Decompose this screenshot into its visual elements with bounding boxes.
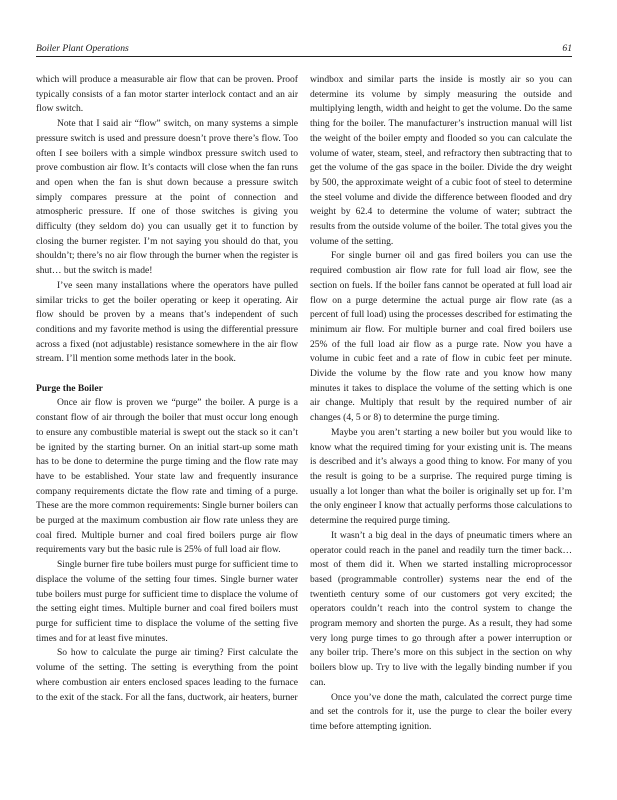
paragraph: Once you’ve done the math, calculated the correct purge time and set the controls for it, use the purge to clear the boiler every time before attempting ignition. — [310, 691, 572, 732]
paragraph: Single burner fire tube boilers must purge for sufficient time to displace the volume of the setting four times. Single burner water tube boilers must purge for sufficient time to displace the volume of the setting eight times. Multiple burner and coal fired boilers must purge for sufficient time to displace the volume of the setting five times and for at least five minutes. — [36, 559, 298, 644]
paragraph: It wasn’t a big deal in the days of pneumatic timers where an operator could reach in the panel and readily turn the timer back… most of them did it. When we started installing microprocessor based (programmable controller) systems near the end of the twentieth century some of our customers got very excited; the operators couldn’t reach into the control system to change the program memory and shorten the purge. As a result, they had some very long purge times to go through after a power interruption or any boiler trip. There’s more on this subject in the section on why boilers blow up. Try to live with the legally binding number if you can. — [310, 529, 572, 688]
paragraph: Note that I said air “flow” switch, on many systems a simple pressure switch is used and pressure doesn’t prove there’s flow. Too often I see boilers with a simple windbox pressure switch used to prove combustion air flow. It’s contacts will close when the fan runs and open when the fan is shut down because a pressure switch simply compares pressure at the point of connection and atmospheric pressure. If one of those switches is giving you difficulty (they seldom do) you can usually get it to function by closing the burner register. I’m not saying you should do that, you shouldn’t; there’s no air flow through the burner when the register is shut… but the switch is made! — [36, 118, 298, 277]
paragraph: Maybe you aren’t starting a new boiler but you would like to know what the required timing for your existing unit is. The means is described and it’s always a good thing to know. For many of you the result is going to be a surprise. The required purge timing is usually a lot longer than what the boiler is originally set up for. I’m the only engineer I know that actually performs those calculations to determine the required purge timing. — [310, 426, 572, 527]
paragraph: I’ve seen many installations where the operators have pulled similar tricks to get the boiler operating or keep it operating. Air flow should be proven by a means that’s independent of such conditions and my favorite method is using the differential pressure across a fixed (not adjustable) resistance somewhere in the air flow stream. I’ll mention some methods later in the book. — [36, 279, 298, 365]
page-number: 61 — [562, 43, 572, 54]
paragraph: Once air flow is proven we “purge” the boiler. A purge is a constant flow of air through the boiler that must occur long enough to ensure any combustible material is swept out the stack so it can’t be ignited by the starting burner. On an initial start-up some math has to be done to determine the purge timing and the flow rate may have to be established. Your state law and frequently insurance company requirements dictate the flow rate and timing of a purge. These are the more common requirements: Single burner boilers can be purged at the maximum combustion air flow rate unless they are coal fired. Multiple burner and coal fired boilers purge air flow requirements vary but the basic rule is 25% of full load air flow. — [36, 397, 298, 556]
running-header — [36, 38, 572, 57]
paragraph: which will produce a measurable air flow that can be proven. Proof typically consists of a fan motor starter interlock contact and an air flow switch. — [36, 74, 298, 115]
running-title: Boiler Plant Operations — [36, 43, 129, 54]
section-heading: Purge the Boiler — [36, 382, 103, 394]
paragraph: windbox and similar parts the inside is mostly air so you can determine its volume by simply measuring the outside and multiplying length, width and height to get the volume. Do the same thing for the boiler. The manufacturer’s instruction manual will list the weight of the boiler empty and flooded so you can calculate the volume of water, steam, steel, and refractory then subtracting that to get the volume of the gas space in the boiler. Divide the dry weight by 500, the approximate weight of a cubic foot of steel to determine the steel volume and divide the difference between flooded and dry weight by 62.4 to determine the volume of water; subtract the results from the outside volume of the boiler. The total gives you the volume of the setting. — [310, 74, 572, 247]
paragraph: So how to calculate the purge air timing? First calculate the volume of the setting. The setting is everything from the point where combustion air enters enclosed spaces leading to the furnace to the exit of the stack. For all the fans, ductwork, air heaters, burner — [36, 647, 298, 703]
paragraph: For single burner oil and gas fired boilers you can use the required combustion air flow rate for full load air flow, see the section on fuels. If the boiler fans cannot be operated at full load air flow on a purge determine the actual purge air flow rate (as a percent of full load) using the processes described for estimating the minimum air flow. For multiple burner and coal fired boilers use 25% of the full load air flow as a purge rate. Now you have a volume in cubic feet and a rate of flow in cubic feet per minute. Divide the volume by the flow rate and you know how many minutes it takes to displace the volume of the setting which is one air change. Multiply that result by the required number of air changes (4, 5 or 8) to determine the purge timing. — [310, 250, 572, 424]
right-column — [310, 73, 572, 735]
left-column — [36, 73, 298, 705]
